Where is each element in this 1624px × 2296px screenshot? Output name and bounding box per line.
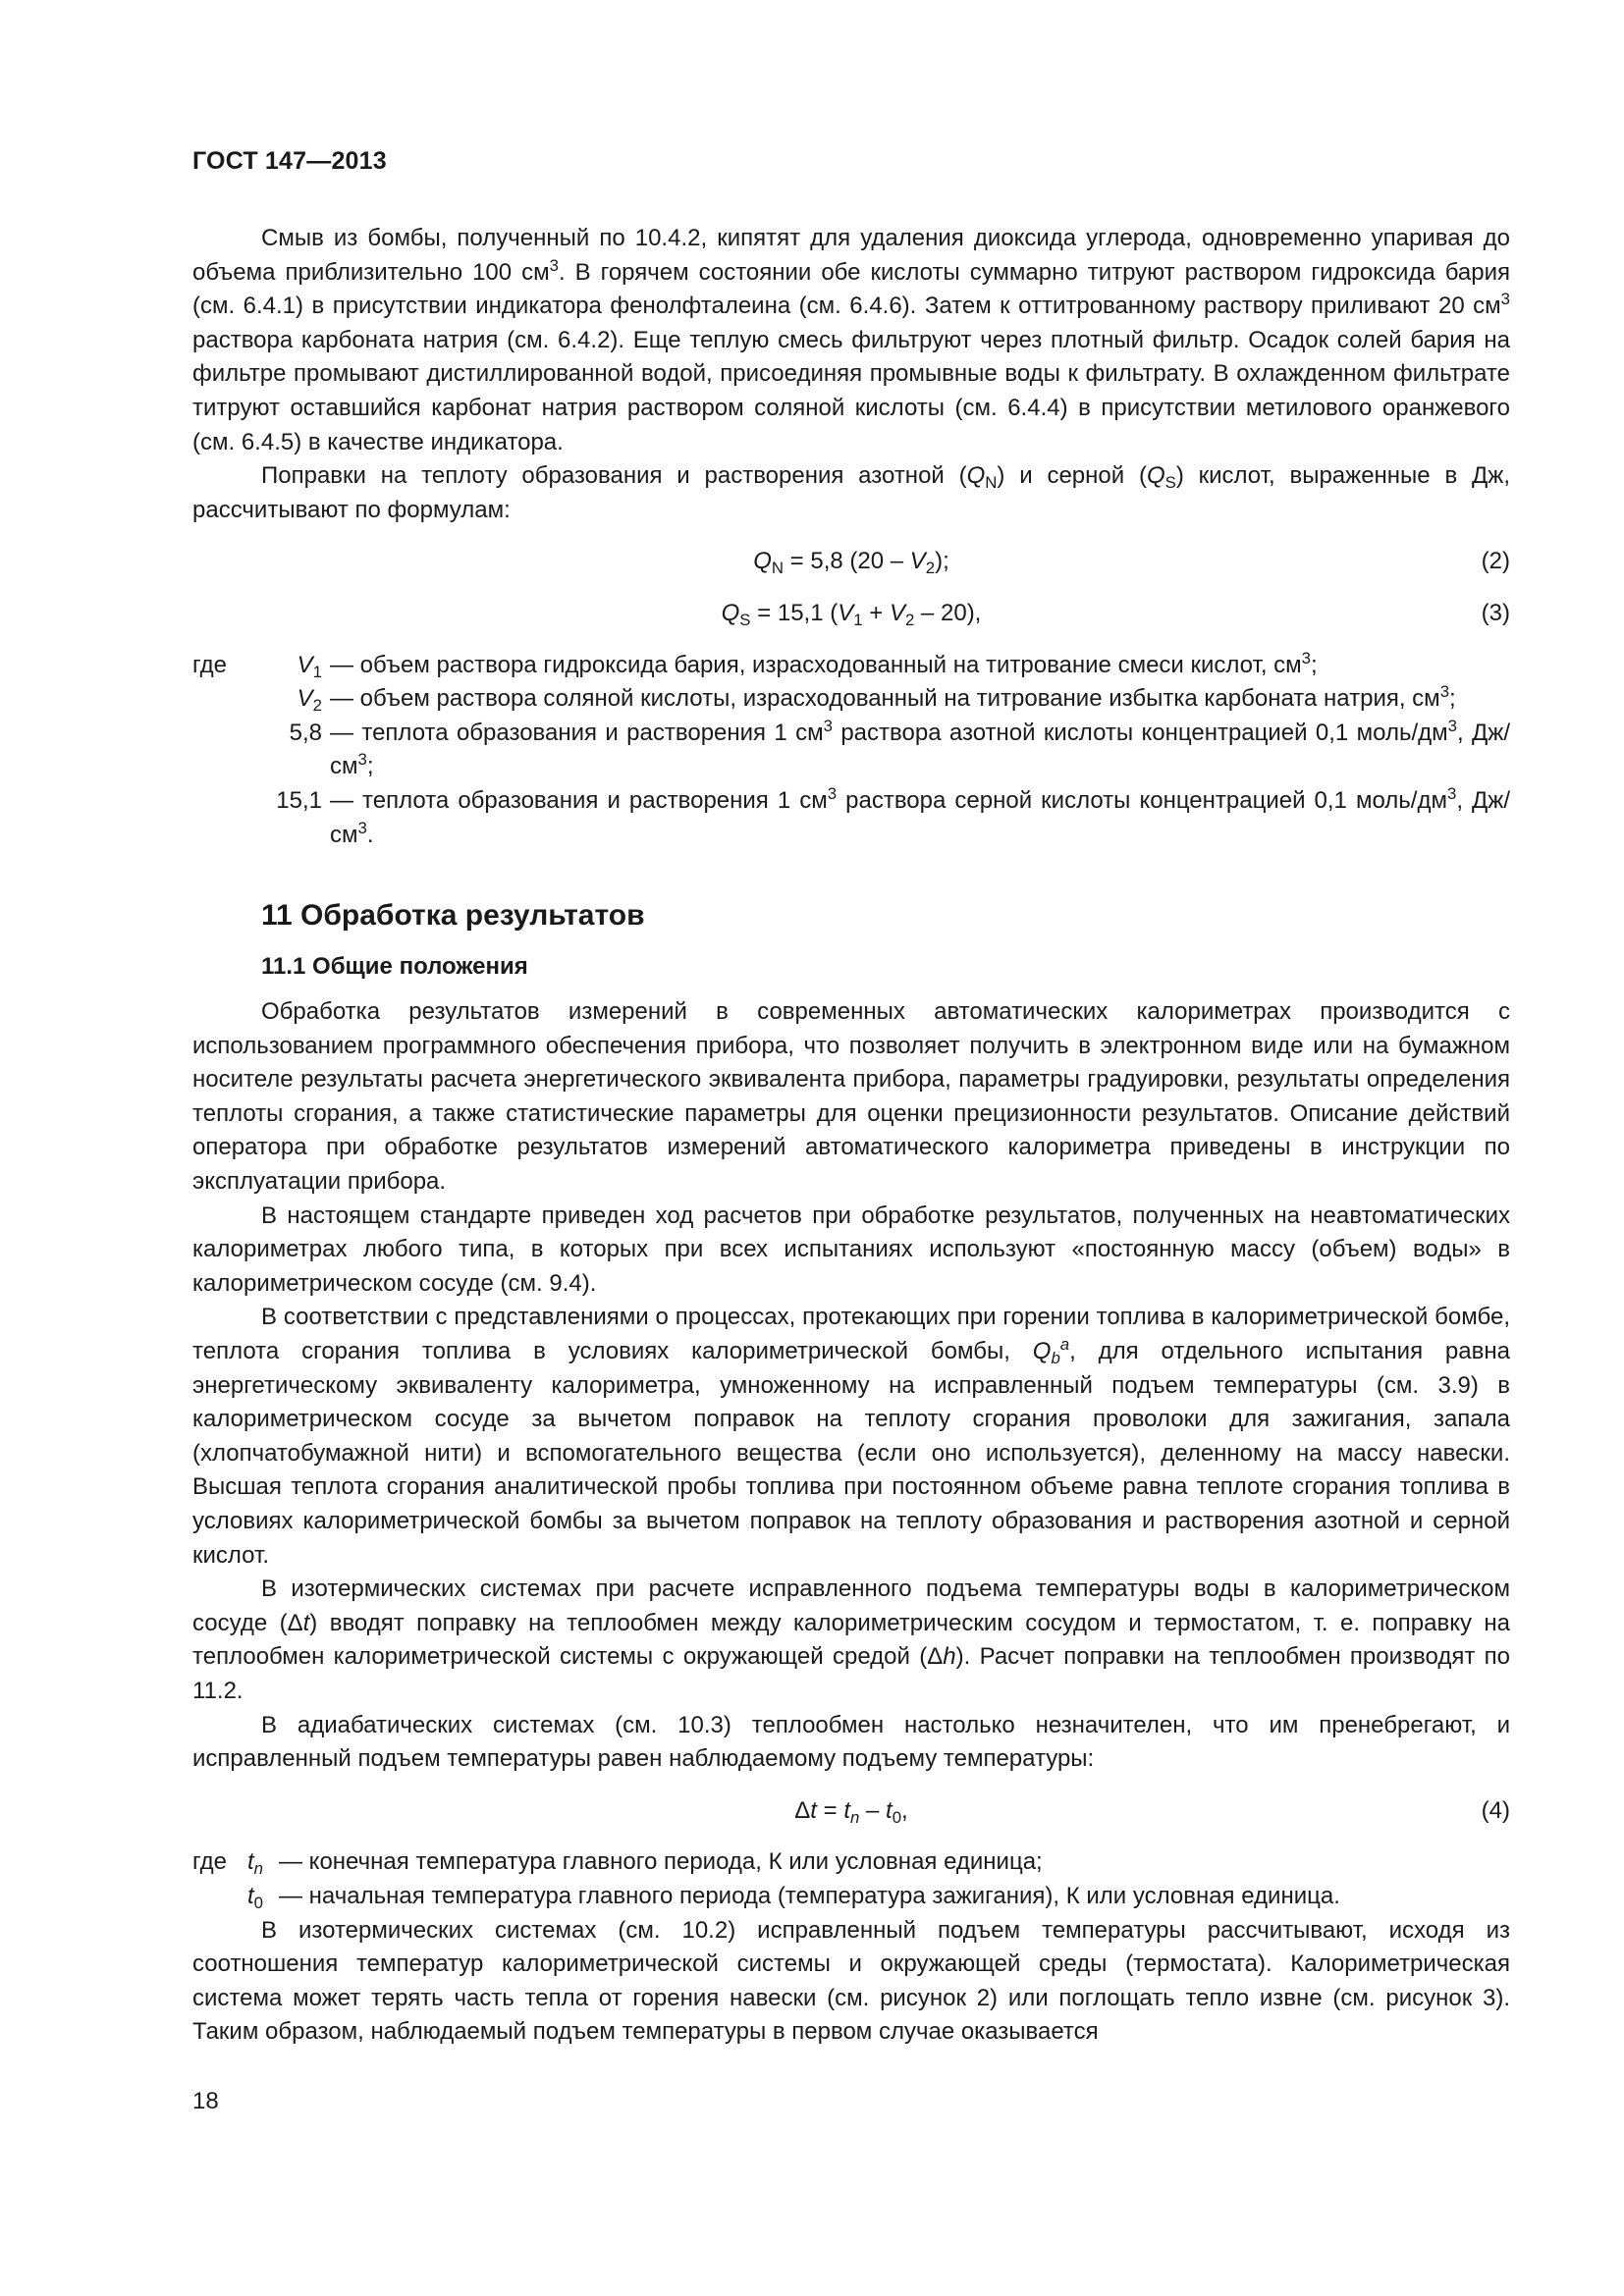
formula-2: $Q_N = 5,8$ $(20 - V_2)$; (2) xyxy=(192,545,1510,579)
where-list-2 xyxy=(192,1845,1510,1913)
paragraph-corrections-intro: Поправки на теплоту образования и растворения азотной $(Q_N)$ и серной $(Q_S)$ кислот, выраженные в Дж, рассчитывают по формулам: xyxy=(192,462,1510,523)
where-list-1 xyxy=(192,649,1510,853)
where-item-t0: $t_0$ — начальная температура главного периода (температура зажигания), К или условная единица. xyxy=(247,1882,1340,1912)
where-item-15-1: 15,1 — теплота образования и растворения 1 $см^3$ раствора серной кислоты концентрацией 0,1 моль/$дм^3$, $Дж/см^3$. xyxy=(276,783,1511,848)
where-item-v1: где $V_1$ — объем раствора гидроксида бария, израсходованный на титрование смеси кислот, $см^3$; xyxy=(192,648,1318,681)
paragraph-adiabatic: В адиабатических системах (см. 10.3) теплообмен настолько незначителен, что им пренебрегают, и исправленный подъем температуры равен наблюдаемому подъему температуры: xyxy=(192,1711,1510,1773)
where-item-tn: где $t_n$ — конечная температура главного периода, К или условная единица; xyxy=(192,1848,1043,1879)
formula-3: $Q_S = 15,1$ $(V_1 + V_2 - 20)$, (3) xyxy=(192,597,1510,631)
formula-number: (3) xyxy=(1481,599,1510,626)
section-heading-11: 11 Обработка результатов xyxy=(261,899,645,933)
formula-number: (4) xyxy=(1481,1796,1510,1824)
page-number: 18 xyxy=(192,2088,219,2114)
paragraph-wash-titration: Смыв из бомбы, полученный по 10.4.2, кипятят для удаления диоксида углерода, одновременно упаривая до объема приблизительно 100 $см^3$. В горячем состоянии обе кислоты суммарно титруют раствором гидроксида бария (см. 6.4.1) в присутствии индикатора фенолфталеина (см. 6.4.6). Затем к оттитрованному раствору приливают 20 $см^3$ раствора карбоната натрия (см. 6.4.2). Еще теплую смесь фильтруют через плотный фильтр. Осадок солей бария на фильтре промывают дистиллированной водой, присоединяя промывные воды к фильтрату. В охлажденном фильтрате титруют оставшийся карбонат натрия раствором соляной кислоты (см. 6.4.4) в присутствии метилового оранжевого (см. 6.4.5) в качестве индикатора. xyxy=(192,225,1510,455)
paragraph-bomb-heat: В соответствии с представлениями о процессах, протекающих при горении топлива в калориметрической бомбе, теплота сгорания топлива в условиях калориметрической бомбы, $Q_b^a$, для отдельного испытания равна энергетическому эквиваленту калориметра, умноженному на исправленный подъем температуры (см. 3.9) в калориметрическом сосуде за вычетом поправок на теплоту сгорания проволоки для зажигания, запала (хлопчатобумажной нити) и вспомогательного вещества (если оно используется), деленному на массу навески. Высшая теплота сгорания аналитической пробы топлива при постоянном объеме равна теплоте сгорания топлива в условиях калориметрической бомбы за вычетом поправок на теплоту образования и растворения азотной и серной кислот. xyxy=(192,1304,1510,1569)
formula-4: $\Delta t = t_n - t_0$, (4) xyxy=(192,1794,1510,1829)
where-item-5-8: 5,8 — теплота образования и растворения 1 $см^3$ раствора азотной кислоты концентрацией 0,1 моль/$дм^3$, $Дж/см^3$; xyxy=(289,716,1511,780)
section-heading-11-1: 11.1 Общие положения xyxy=(261,953,528,981)
paragraph-isothermal-rise: В изотермических системах (см. 10.2) исправленный подъем температуры рассчитывают, исходя из соотношения температур калориметрической системы и окружающей среды (термостата). Калориметрическая система может терять часть тепла от горения навески (см. рисунок 2) или поглощать тепло извне (см. рисунок 3). Таким образом, наблюдаемый подъем температуры в первом случае оказывается xyxy=(192,1916,1510,2046)
page-header: ГОСТ 147—2013 xyxy=(192,147,387,175)
paragraph-non-automatic: В настоящем стандарте приведен ход расчетов при обработке результатов, полученных на неавтоматических калориметрах любого типа, в которых при всех испытаниях используют «постоянную массу (объем) воды» в калориметрическом сосуде (см. 9.4). xyxy=(192,1201,1510,1297)
where-item-v2: $V_2$ — объем раствора соляной кислоты, израсходованный на титрование избытка карбоната натрия, $см^3$; xyxy=(297,681,1456,716)
document-body xyxy=(192,222,1510,2050)
paragraph-isothermal-correction: В изотермических системах при расчете исправленного подъема температуры воды в калориметрическом сосуде (Δt) вводят поправку на теплообмен между калориметрическим сосудом и термостатом, т. е. поправку на теплообмен калориметрической системы с окружающей средой (Δh). Расчет поправки на теплообмен производят по 11.2. xyxy=(192,1575,1511,1704)
formula-number: (2) xyxy=(1481,548,1510,575)
paragraph-automatic-calorimeters: Обработка результатов измерений в современных автоматических калориметрах производится с использованием программного обеспечения прибора, что позволяет получить в электронном виде или на бумажном носителе результаты расчета энергетического эквивалента прибора, параметры градуировки, результаты определения теплоты сгорания, а также статистические параметры для оценки прецизионности результатов. Описание действий оператора при обработке результатов измерений автоматического калориметра приведены в инструкции по эксплуатации прибора. xyxy=(192,998,1510,1196)
